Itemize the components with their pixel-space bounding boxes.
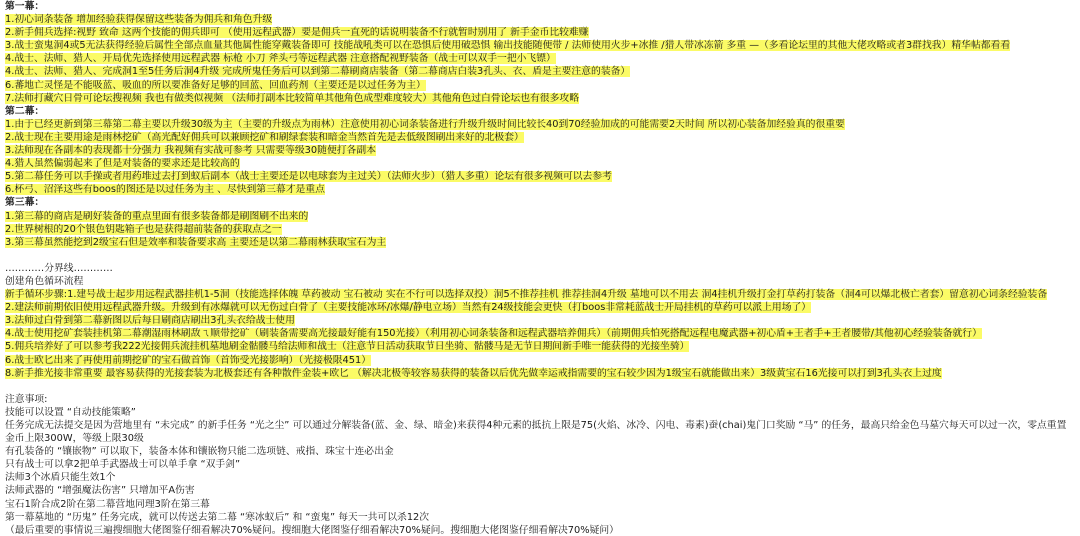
text-line (5, 144, 1077, 157)
text-line (5, 26, 1077, 39)
line-text: 3.战士蛮鬼洞4或5无法获得经验后属性全部点血量其他属性能穿戴装备即可 技能战吼类可以在恐惧后使用破恐惧 输出技能随便带 / 法师使用火步+冰推 /猎人带冰冻箭 多重 —（多看论坛里的其他大佬攻略或者3群找我）精华帖都看看 (5, 40, 1011, 52)
line-text: 2.建法师前期依旧使用远程武器升级。升级到有冰爆就可以无伤过白骨了（主要技能冰环/冰爆/静电立场）当然有24级技能会更快（打boos非常耗蓝战士开局挂机的草药可以派上用场了） (5, 302, 812, 314)
text-line (5, 118, 1077, 131)
text-line (5, 511, 1077, 524)
line-text: 2.新手佣兵选择:视野 致命 这两个技能的佣兵即可 （使用远程武器）要是佣兵一直死的话说明装备不行就暂时别用了 新手金币比较难赚 (5, 27, 589, 39)
line-text: 4.战士、法师、猎人、开局优先选择使用远程武器 标枪 小刀 斧头弓等远程武器 注意搭配视野装备（战士可以双手一把小飞镖） (5, 53, 556, 65)
text-line (5, 65, 1077, 78)
line-text: 6.蕃地亡灵怪是不能吸蓝、吸血的所以要准备好足够的回蓝、回血药剂（主要还是以过任务为主） (5, 79, 426, 91)
line-text: 第二幕： (5, 105, 45, 117)
text-line (5, 524, 1077, 536)
text-line (5, 445, 1077, 458)
line-text: 7.法师打藏穴日骨可论坛搜视频 我也有做类似视频 （法师打副本比较简单其他角色成型难度较大）其他角色过白骨论坛也有很多攻略 (5, 92, 579, 104)
line-text: 法师武器的 “增强魔法伤害” 只增加平A伤害 (5, 485, 195, 497)
guide-document (5, 0, 1077, 536)
text-line (5, 380, 1077, 393)
line-text: 只有战士可以拿2把单手武器战士可以单手拿 “双手剑” (5, 459, 241, 471)
line-text: 1.由于已经更新到第三幕第二幕主要以升级30级为主（主要的升级点为雨林）注意使用初心词条装备进行升级升级时间比较长40到70经验加成的可能需要2天时间 所以初心装备加经验真的很重要 (5, 118, 845, 130)
text-line (5, 79, 1077, 92)
section-heading (5, 105, 1077, 118)
text-line (5, 52, 1077, 65)
text-line (5, 393, 1077, 406)
text-line (5, 340, 1077, 353)
text-line (5, 484, 1077, 497)
text-line (5, 223, 1077, 236)
line-text: 有孔装备的 “镶嵌物” 可以取下，装备本体和镶嵌物只能二选项链、戒指、珠宝十连必出金 (5, 446, 394, 458)
text-line (5, 354, 1077, 367)
text-line (5, 249, 1077, 262)
line-text: 金币上限300W，等级上限30级 (5, 433, 144, 445)
text-line (5, 275, 1077, 288)
text-line (5, 39, 1077, 52)
section-heading (5, 0, 1077, 13)
text-line (5, 13, 1077, 26)
text-line (5, 419, 1077, 432)
line-text: 技能可以设置 “自动技能策略” (5, 406, 136, 418)
text-line (5, 92, 1077, 105)
line-text: 任务完成无法提交是因为营地里有 “未完成” 的新手任务 “光之尘” 可以通过分解装备(蓝、金、绿、暗金)来获得4种元素的抵抗上限是75(火焰、冰冷、闪电、毒素)蚕(chai)鬼门口奖励 “马” 的任务，最高只给金色马墓穴每天可以过一次，零点重置 (5, 420, 1067, 431)
line-text: 2.战士现在主要用途是雨林挖矿（高光配好佣兵可以兼顾挖矿和刷绿套装和暗金当然首先是去低级图刷出来好的北极套） (5, 131, 524, 143)
text-line (5, 157, 1077, 170)
text-line (5, 314, 1077, 327)
line-text: 6.战士欧匕出来了再使用前期挖矿的宝石做首饰（首饰受光接影响）（光接极限451） (5, 354, 372, 366)
text-line (5, 471, 1077, 484)
line-text: 1.初心词条装备 增加经验获得保留这些装备为佣兵和角色升级 (5, 14, 273, 26)
line-text: 4.猎人虽然偏弱起来了但是对装备的要求还是比较高的 (5, 158, 240, 170)
text-line (5, 170, 1077, 183)
line-text: 法师3个冰盾只能生效1个 (5, 472, 116, 484)
line-text: 4.战士、法师、猎人、完成洞1至5任务后洞4升级 完成所鬼任务后可以到第二幕刷商店装备（第二幕商店白装3孔头、衣、盾是主要注意的装备） (5, 66, 631, 78)
line-text: 注意事项: (5, 393, 48, 405)
text-line (5, 432, 1077, 445)
text-line (5, 301, 1077, 314)
section-heading (5, 196, 1077, 209)
line-text: 第一幕： (5, 1, 45, 12)
line-text: 3.第三幕虽然能挖到2级宝石但是效率和装备要求高 主要还是以第二幕雨林获取宝石为主 (5, 236, 387, 248)
line-text: （最后重要的事情说三遍搜细胞大佬图鉴仔细看解决70%疑问。搜细胞大佬图鉴仔细看解决70%疑问。搜细胞大佬图鉴仔细看解决70%疑问） (5, 524, 619, 536)
text-line (5, 367, 1077, 380)
text-line (5, 262, 1077, 275)
text-line (5, 236, 1077, 249)
line-text: 3.法师现在各副本的表现都十分强力 我视频有实战可参考 只需要等级30随便打各副本 (5, 145, 376, 157)
line-text: 4.战士使用挖矿套装挂机第二幕潮湿雨林刷敌ㄟ顺带挖矿（刷装备需要高光接最好能有150光接）（利用初心词条装备和远程武器培养佣兵）（前期佣兵怕死搭配远程电魔武器+初心盾+王者手+王者腰带/其他初心经验装备就行） (5, 328, 982, 340)
line-text: 3.法师过白骨到第二幕新图以后每日刷商店刷出3孔头衣给战士使用 (5, 315, 295, 327)
line-text: …………分界线………… (5, 262, 113, 274)
line-text: 宝石1阶合成2阶在第二幕营地同理3阶在第三幕 (5, 498, 210, 510)
text-line (5, 406, 1077, 419)
line-text: 8.新手推光接非常重要 最容易获得的光接套装为北极套还有各种散件金装+欧匕 （解决北极等较容易获得的装备以后优先做幸运戒指需要的宝石较少因为1级宝石就能做出来）3级黄宝石16光接可以打到3孔头衣上过度 (5, 367, 942, 379)
line-text: 2.世界树根的20个银色钥匙箱子也是获得超前装备的获取点之一 (5, 223, 282, 235)
text-line (5, 131, 1077, 144)
line-text: 第一幕墓地的 “历鬼” 任务完成，就可以传送去第二幕 “寒冰蚁后” 和 “蛮鬼” 每天一共可以杀12次 (5, 511, 430, 523)
text-line (5, 288, 1077, 301)
text-line (5, 183, 1077, 196)
text-line (5, 458, 1077, 471)
line-text: 5.第二幕任务可以手操或者用药堆过去打到蚁后副本（战士主要还是以电球套为主过关）（法师火步）（猎人多重）论坛有很多视频可以去参考 (5, 171, 612, 183)
line-text: 5.佣兵培养好了可以参考我222光接佣兵流挂机墓地刷金骷髅马给法师和战士（注意节日活动获取节日坐骑、骷髅马是无节日期间新手唯一能获得的光接坐骑） (5, 341, 690, 353)
line-text: 创建角色循环流程 (5, 275, 84, 287)
line-text: 新手循环步骤:1.建号战士起步用远程武器挂机1-5洞（技能选择体魄 草药被动 宝石被动 实在不行可以选择双投）洞5不推荐挂机 推荐挂洞4升级 墓地可以不用去 洞4挂机升级打金打草药打装备（洞4可以爆北极亡者套）留意初心词条经验装备 (5, 289, 1048, 301)
line-text: 第三幕： (5, 197, 45, 209)
text-line (5, 327, 1077, 340)
line-text: 6.杯弓、沼泽这些有boos的图还是以过任务为主 、尽快到第三幕才是重点 (5, 184, 325, 196)
text-line (5, 210, 1077, 223)
line-text: 1.第三幕的商店是刷好装备的重点里面有很多装备都是刷图刷不出来的 (5, 210, 309, 222)
text-line (5, 498, 1077, 511)
